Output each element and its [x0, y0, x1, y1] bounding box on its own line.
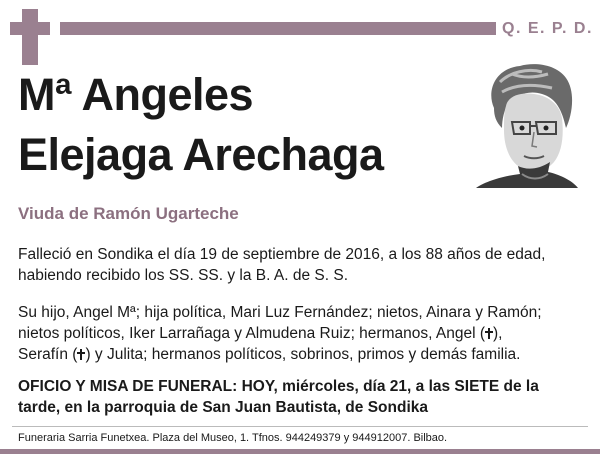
- widow-of-line: Viuda de Ramón Ugarteche: [18, 204, 239, 223]
- death-notice-paragraph: [18, 244, 588, 286]
- death-notice-line: Falleció en Sondika el día 19 de septiembre de 2016, a los 88 años de edad,: [18, 246, 546, 263]
- header-rule: [60, 22, 496, 35]
- deceased-name-second-line: Elejaga Arechaga: [18, 129, 384, 180]
- qepd-label: Q. E. P. D.: [502, 20, 593, 37]
- funeral-home-footer: Funeraria Sarria Funetxea. Plaza del Museo, 1. Tfnos. 944249379 y 944912007. Bilbao.: [18, 432, 448, 444]
- deceased-name-first-line: Mª Angeles: [18, 69, 254, 120]
- family-text: ) y Julita; hermanos políticos, sobrinos, primos y demás familia.: [85, 346, 521, 363]
- footer-rule: [12, 426, 588, 427]
- family-text: Serafín (: [18, 346, 78, 363]
- funeral-line: tarde, en la parroquia de San Juan Bautista, de Sondika: [18, 399, 428, 416]
- family-paragraph: [18, 302, 588, 365]
- family-text: ),: [492, 325, 503, 342]
- family-line: [18, 323, 588, 344]
- family-line: Su hijo, Angel Mª; hija política, Mari Luz Fernández; nietos, Ainara y Ramón;: [18, 304, 542, 321]
- death-notice-line: habiendo recibido los SS. SS. y la B. A. de S. S.: [18, 267, 348, 284]
- small-cross-icon: [485, 328, 493, 339]
- family-text: nietos políticos, Iker Larrañaga y Almudena Ruiz; hermanos, Angel (: [18, 325, 485, 342]
- cross-horizontal-bar: [10, 22, 50, 35]
- cross-vertical-bar: [22, 9, 38, 65]
- funeral-line: OFICIO Y MISA DE FUNERAL: HOY, miércoles, día 21, a las SIETE de la: [18, 378, 539, 395]
- bottom-rule: [0, 449, 600, 454]
- deceased-portrait: [472, 58, 582, 188]
- small-cross-icon: [77, 349, 85, 360]
- family-line: [18, 344, 588, 365]
- funeral-paragraph: [18, 376, 588, 418]
